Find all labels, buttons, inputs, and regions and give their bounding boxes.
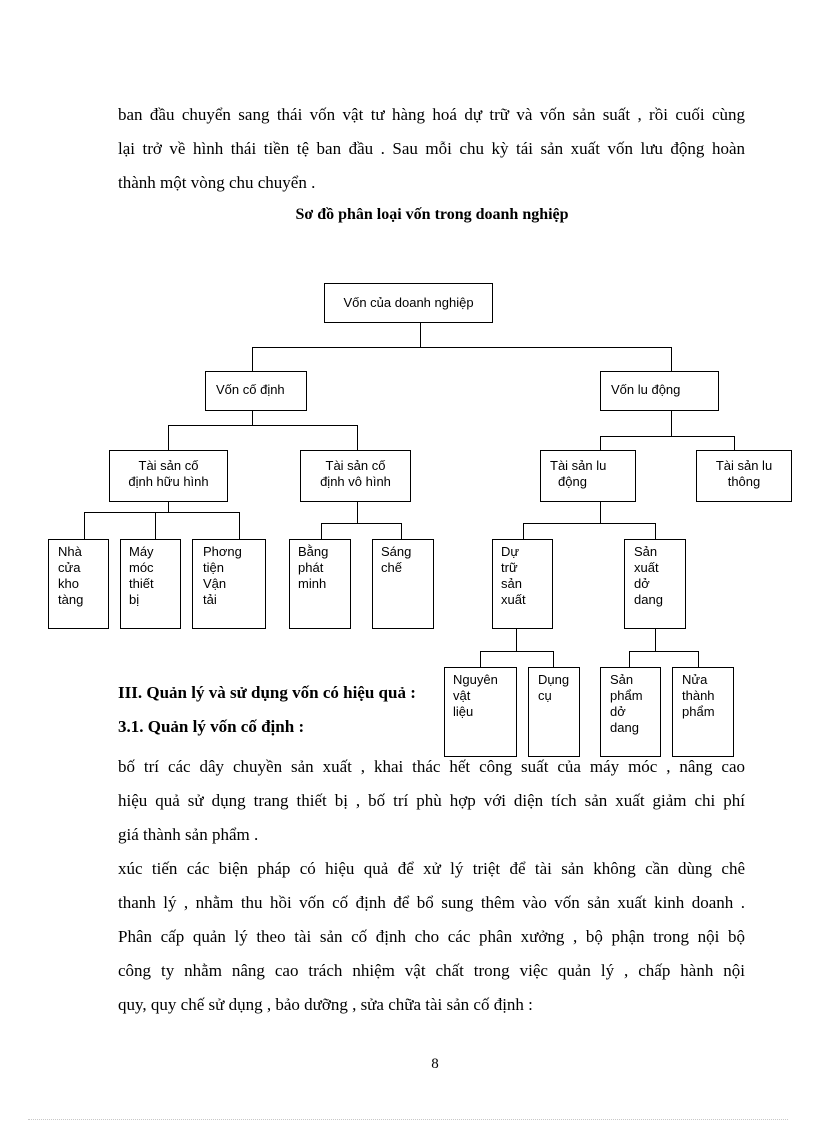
- box-patent: Bằng phát minh: [289, 539, 351, 629]
- text-line: lại trở về hình thái tiền tệ ban đầu . Sau mỗi chu kỳ tái sản xuất vốn lưu động hoàn: [118, 139, 745, 158]
- box-tools: Dụng cụ: [528, 667, 580, 757]
- box-semi-finished: Nửa thành phẩm: [672, 667, 734, 757]
- box-working-capital: Vốn lu động: [600, 371, 719, 411]
- text-line: quy, quy chế sử dụng , bảo dưỡng , sửa chữa tài sản cố định :: [118, 995, 533, 1014]
- box-transport: Phơng tiện Vận tải: [192, 539, 266, 629]
- text-line: công ty nhằm nâng cao trách nhiệm vật chất trong việc quản lý , chấp hành nội: [118, 961, 745, 980]
- text-line: thành một vòng chu chuyển .: [118, 173, 316, 192]
- box-fixed-tangible: Tài sản cố định hữu hình: [109, 450, 228, 502]
- box-fixed-intangible: Tài sản cố định vô hình: [300, 450, 411, 502]
- text-line: ban đầu chuyển sang thái vốn vật tư hàng hoá dự trữ và vốn sản suất , rồi cuối cùng: [118, 105, 745, 124]
- box-root: Vốn của doanh nghiệp: [324, 283, 493, 323]
- text-line: giá thành sản phẩm .: [118, 825, 259, 844]
- box-unfinished-products: Sản phẩm dở dang: [600, 667, 661, 757]
- text-line: Phân cấp quản lý theo tài sản cố định cho các phân xưởng , bộ phận trong nội bộ: [118, 927, 745, 946]
- box-invention: Sáng chế: [372, 539, 434, 629]
- text-line: hiệu quả sử dụng trang thiết bị , bố trí phù hợp với diện tích sản xuất giảm chi phí: [118, 791, 745, 810]
- diagram-title: Sơ đồ phân loại vốn trong doanh nghiệp: [295, 206, 569, 223]
- box-fixed-capital: Vốn cố định: [205, 371, 307, 411]
- box-raw-materials: Nguyên vật liệu: [444, 667, 517, 757]
- text-line: bố trí các dây chuyền sản xuất , khai thác hết công suất của máy móc , nâng cao: [118, 757, 745, 776]
- subsection-heading: 3.1. Quản lý vốn cố định :: [118, 717, 305, 736]
- box-working-circulation: Tài sản lu thông: [696, 450, 792, 502]
- page-bottom-rule: [28, 1119, 788, 1120]
- box-working-production: Tài sản lu động: [540, 450, 636, 502]
- intro-paragraph: [118, 98, 745, 200]
- box-buildings: Nhà cửa kho tàng: [48, 539, 109, 629]
- text-line: thanh lý , nhằm thu hồi vốn cố định để bổ sung thêm vào vốn sản xuất kinh doanh .: [118, 893, 745, 912]
- body-paragraph: [118, 750, 745, 1022]
- box-work-in-progress: Sản xuất dở dang: [624, 539, 686, 629]
- box-reserves: Dự trữ sản xuất: [492, 539, 553, 629]
- section-heading: III. Quản lý và sử dụng vốn có hiệu quả :: [118, 683, 416, 702]
- box-machinery: Máy móc thiết bị: [120, 539, 181, 629]
- text-line: xúc tiến các biện pháp có hiệu quả để xử lý triệt để tài sản không cần dùng chê: [118, 859, 745, 878]
- page-number: 8: [431, 1056, 439, 1072]
